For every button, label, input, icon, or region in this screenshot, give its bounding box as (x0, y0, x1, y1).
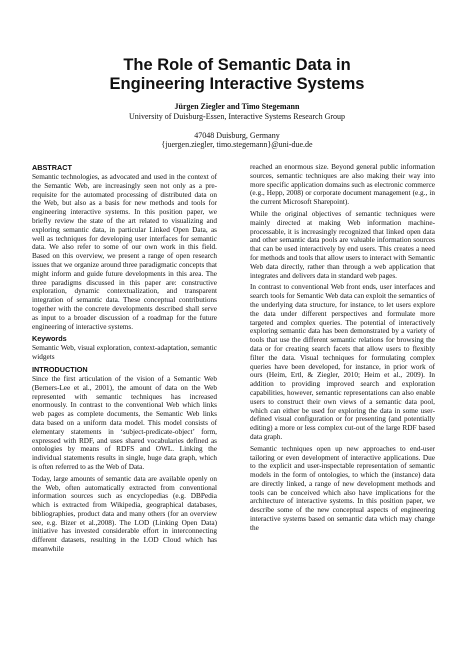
left-column (32, 163, 217, 557)
title-line-1: The Role of Semantic Data in (123, 56, 351, 74)
abstract-paragraph: Semantic technologies, as advocated and used in the context of the Semantic Web, are increasingly seen not only as a pre-requisite for the automated processing of distributed data on the Web, but also as a basis for new methods and tools for engineering interactive systems. In this position paper, we briefly review the state of the art related to visualizing and exploring semantic data, in particular Linked Open Data, as well as techniques for developing user interfaces for semantic data. We also refer to some of our own work in this field. Based on this overview, we present a range of open research issues that we organize around three paradigmatic concepts that might inform and guide future developments in this area. The three paradigms discussed in this paper are: constructive exploration, dynamic contextualization, and transparent integration of semantic data. These conceptual contributions together with the concrete developments described shall serve as input to a broader discussion of a roadmap for the future engineering of interactive systems. (32, 173, 217, 331)
right-column (250, 163, 435, 536)
right-paragraph-3: In contrast to conventional Web front ends, user interfaces and search tools for Semantic Web data can exploit the semantics of the underlying data structure, for instance, to let users explore the data under different perspectives and formulate more targeted and complex queries. The potential of interactively exploring semantic data has been demonstrated by a variety of tools that use the different semantic relations for browsing the data or for creating search facets that allow users to flexibly filter the data. Visual techniques for formulating complex queries have been developed, for instance, in prior work of ours (Heim, Ertl, & Ziegler, 2010; Heim et al., 2009). In addition to providing improved search and exploration capabilities, however, semantic representations can also enable users to construct their own views of a semantic data pool, which can either be used for exploring the data in some user-defined visual configuration or for presenting (and potentially editing) a more or less complex cut-out of the large RDF based data graph. (250, 283, 435, 441)
author-spacer (40, 122, 434, 131)
abstract-heading: ABSTRACT (32, 163, 72, 172)
author-email: {juergen.ziegler, timo.stegemann}@uni-due.de (161, 140, 313, 150)
title-line-2: Engineering Interactive Systems (109, 75, 365, 93)
author-city: 47048 Duisburg, Germany (194, 130, 280, 140)
introduction-paragraph-2: Today, large amounts of semantic data are available openly on the Web, often automatically extracted from conventional information sources such as encyclopedias (e.g. DBPedia which is extracted from Wikipedia, geographical databases, bibliographies, product data and many others (for an overview see, e.g. Bizer et al.,2008). The LOD (Linking Open Data) initiative has invested considerable effort in interconnecting different datasets, resulting in the LOD Cloud which has meanwhile (32, 474, 217, 554)
right-paragraph-1: reached an enormous size. Beyond general public information sources, semantic techniques are also making their way into more specific application domains such as electronic commerce (e.g., Hepp, 2008) or corporate document management (e.g., in the current Microsoft Sharepoint). (250, 163, 436, 207)
right-paragraph-2: While the original objectives of semantic techniques were mainly directed at making Web information machine-processable, it is increasingly recognized that linked open data and other semantic data pools are valuable information sources that can be used interactively by end users. This creates a need for methods and tools that allow users to interact with Semantic Web data directly, rather than through a web application that integrates and delivers data in standard web pages. (250, 209, 435, 280)
introduction-heading: INTRODUCTION (32, 364, 88, 374)
keywords-text: Semantic Web, visual exploration, context-adaptation, semantic widgets (32, 344, 217, 362)
author-names: Jürgen Ziegler and Timo Stegemann (174, 102, 300, 111)
author-affiliation: University of Duisburg-Essen, Interactive Systems Research Group (128, 111, 346, 121)
right-paragraph-4: Semantic techniques open up new approaches to end-user tailoring or even development of interactive applications. Due to the explicit and user-inspectable representation of semantic models in the form of ontologies, to which the (instance) data are directly linked, a range of new development methods and tools can be conceived which also have implications for the architecture of interactive systems. In this position paper, we describe some of the new conceptual aspects of engineering interactive systems based on semantic data which may change the (250, 444, 435, 532)
introduction-paragraph-1: Since the first articulation of the vision of a Semantic Web (Berners-Lee et al., 2001), the amount of data on the Web represented with semantic techniques has increased enormously. In contrast to the conventional Web which links web pages as complete documents, the Semantic Web links data based on a uniform data model. This model consists of elementary statements in ‘subject-predicate-object’ form, expressed with RDF, and uses shared vocabularies defined as ontologies by means of RDFS and OWL. Linking the individual statements results in single, huge data graph, which is often referred to as the Web of Data. (32, 374, 217, 471)
paper-title (40, 56, 434, 94)
author-block (40, 102, 434, 150)
keywords-heading: Keywords (32, 334, 67, 344)
